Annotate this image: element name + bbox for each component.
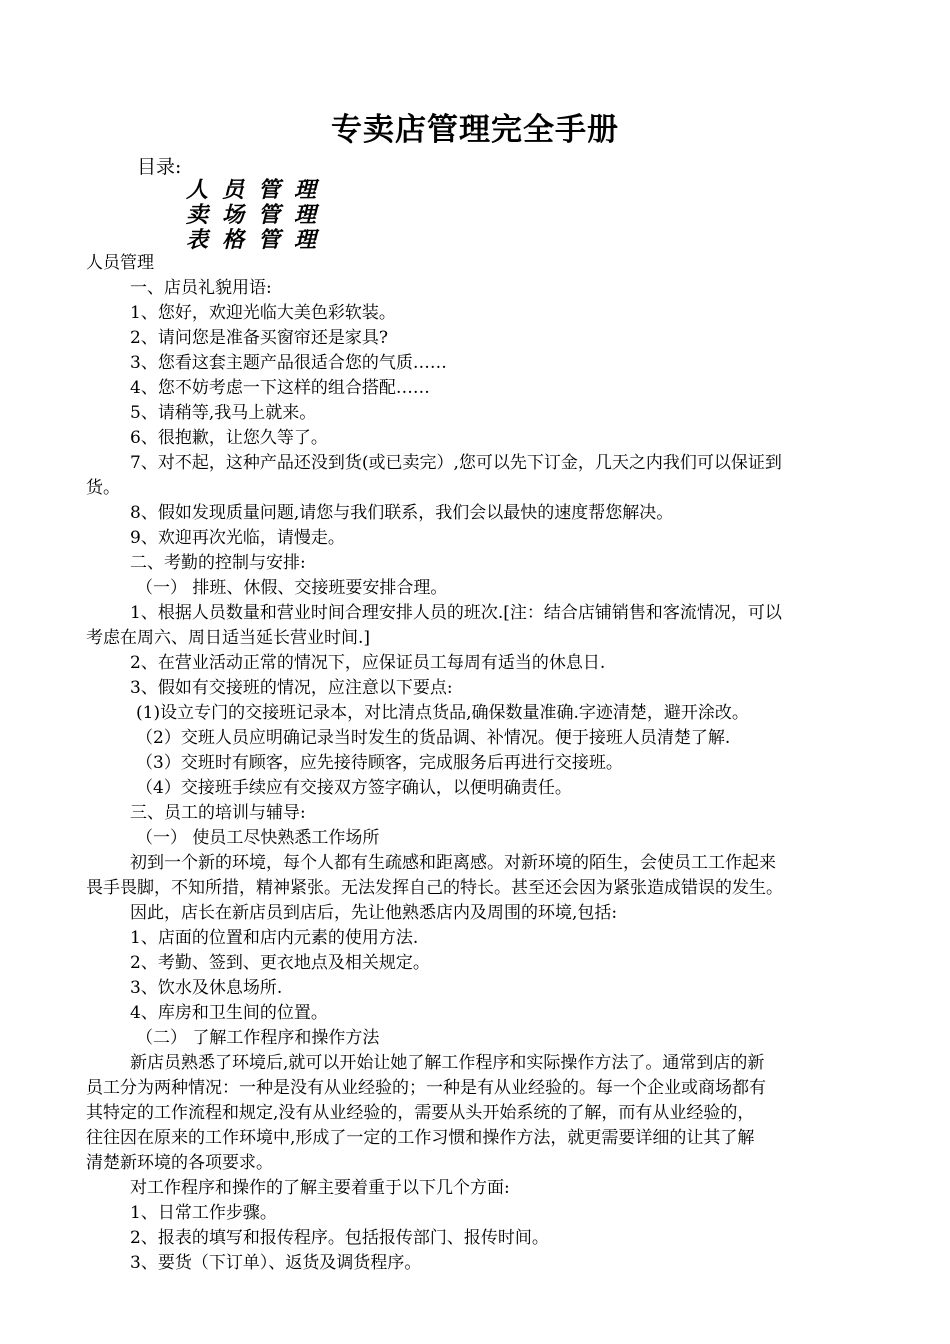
list-item-continuation: 货。 xyxy=(86,478,120,498)
list-item: 6、很抱歉，让您久等了。 xyxy=(130,428,328,448)
toc-item-forms: 表格管理 xyxy=(186,227,331,253)
list-item: 3、假如有交接班的情况，应注意以下要点: xyxy=(130,678,453,698)
list-item: 2、请问您是准备买窗帘还是家具? xyxy=(130,328,388,348)
list-item: 8、假如发现质量问题,请您与我们联系，我们会以最快的速度帮您解决。 xyxy=(130,503,674,523)
list-item: 9、欢迎再次光临，请慢走。 xyxy=(130,528,345,548)
list-item: 3、要货（下订单）、返货及调货程序。 xyxy=(130,1253,422,1273)
sub-heading: （二） 了解工作程序和操作方法 xyxy=(136,1028,380,1048)
subsection-heading: 三、员工的培训与辅导: xyxy=(130,803,306,823)
paragraph-line: 畏手畏脚，不知所措，精神紧张。无法发挥自己的特长。甚至还会因为紧张造成错误的发生。 xyxy=(86,878,783,898)
list-item: 2、考勤、签到、更衣地点及相关规定。 xyxy=(130,953,430,973)
list-item: 7、对不起，这种产品还没到货(或已卖完）,您可以先下订金，几天之内我们可以保证到 xyxy=(130,453,782,473)
list-item: 2、在营业活动正常的情况下，应保证员工每周有适当的休息日. xyxy=(130,653,606,673)
list-item: 2、报表的填写和报传程序。包括报传部门、报传时间。 xyxy=(130,1228,549,1248)
section-heading: 人员管理 xyxy=(86,253,154,273)
toc-item-personnel: 人员管理 xyxy=(186,177,331,203)
paragraph-line: 员工分为两种情况：一种是没有从业经验的；一种是有从业经验的。每一个企业或商场都有 xyxy=(86,1078,766,1098)
list-item: 1、您好，欢迎光临大美色彩软装。 xyxy=(130,303,396,323)
list-item: 1、日常工作步骤。 xyxy=(130,1203,277,1223)
list-item: 4、您不妨考虑一下这样的组合搭配…… xyxy=(130,378,430,398)
list-item: （4）交接班手续应有交接双方签字确认，以便明确责任。 xyxy=(136,778,572,798)
list-item: 4、库房和卫生间的位置。 xyxy=(130,1003,328,1023)
list-item: （2）交班人员应明确记录当时发生的货品调、补情况。便于接班人员清楚了解. xyxy=(136,728,731,748)
sub-heading: （一） 排班、休假、交接班要安排合理。 xyxy=(136,578,448,598)
list-item-continuation: 考虑在周六、周日适当延长营业时间.] xyxy=(86,628,371,648)
paragraph-line: 新店员熟悉了环境后,就可以开始让她了解工作程序和实际操作方法了。通常到店的新 xyxy=(130,1053,765,1073)
subsection-heading: 二、考勤的控制与安排: xyxy=(130,553,306,573)
list-item: 1、根据人员数量和营业时间合理安排人员的班次.[注：结合店铺销售和客流情况，可以 xyxy=(130,603,782,623)
subsection-heading: 一、店员礼貌用语: xyxy=(130,278,272,298)
list-item: 3、饮水及休息场所. xyxy=(130,978,283,998)
document-title: 专卖店管理完全手册 xyxy=(331,112,619,148)
paragraph-line: 往往因在原来的工作环境中,形成了一定的工作习惯和操作方法，就更需要详细的让其了解 xyxy=(86,1128,755,1148)
paragraph-line: 因此，店长在新店员到店后，先让他熟悉店内及周围的环境,包括: xyxy=(130,903,618,923)
list-item: 1、店面的位置和店内元素的使用方法. xyxy=(130,928,419,948)
paragraph-line: 清楚新环境的各项要求。 xyxy=(86,1153,273,1173)
toc-item-store-floor: 卖场管理 xyxy=(186,202,331,228)
list-item: (1)设立专门的交接班记录本，对比清点货品,确保数量准确.字迹清楚，避开涂改。 xyxy=(136,703,749,723)
list-item: 5、请稍等,我马上就来。 xyxy=(130,403,317,423)
paragraph-line: 其特定的工作流程和规定,没有从业经验的，需要从头开始系统的了解，而有从业经验的， xyxy=(86,1103,755,1123)
list-item: 3、您看这套主题产品很适合您的气质…… xyxy=(130,353,447,373)
sub-heading: （一） 使员工尽快熟悉工作场所 xyxy=(136,828,380,848)
toc-label: 目录: xyxy=(137,156,182,178)
paragraph-line: 对工作程序和操作的了解主要着重于以下几个方面: xyxy=(130,1178,510,1198)
list-item: （3）交班时有顾客，应先接待顾客，完成服务后再进行交接班。 xyxy=(136,753,623,773)
paragraph-line: 初到一个新的环境，每个人都有生疏感和距离感。对新环境的陌生，会使员工工作起来 xyxy=(130,853,776,873)
